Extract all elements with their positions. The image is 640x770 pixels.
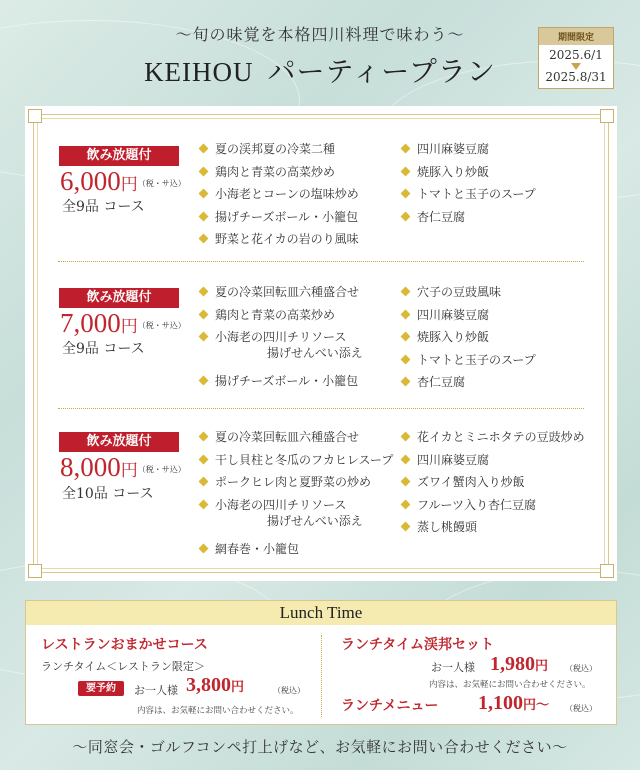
diamond-icon xyxy=(199,166,209,176)
diamond-icon xyxy=(199,499,209,509)
drink-badge: 飲み放題付 xyxy=(59,146,179,166)
list-item: 野菜と花イカの岩のり風味 xyxy=(199,231,359,254)
diamond-icon xyxy=(401,309,411,319)
corner-ornament xyxy=(28,109,42,123)
diamond-icon xyxy=(401,377,411,387)
lunch-right-note: 内容は、お気軽にお問い合わせください。 xyxy=(429,680,591,690)
course-count: 全10品 コース xyxy=(62,486,154,502)
list-item: 鶏肉と青菜の高菜炒め xyxy=(199,307,363,330)
diamond-icon xyxy=(401,499,411,509)
yen-unit: 円 xyxy=(120,317,138,336)
diamond-icon xyxy=(401,522,411,532)
diamond-icon xyxy=(199,376,209,386)
reserve-badge: 要予約 xyxy=(78,681,124,696)
list-item: 花イカとミニホタテの豆豉炒め xyxy=(401,429,585,452)
period-label: 期間限定 xyxy=(539,28,613,45)
course-price xyxy=(60,452,186,483)
diamond-icon xyxy=(199,234,209,244)
course-price xyxy=(60,308,186,339)
diamond-icon xyxy=(401,354,411,364)
tax-note: （税・サ込） xyxy=(137,321,186,330)
price-value: 8,000 xyxy=(60,452,121,482)
corner-ornament xyxy=(600,109,614,123)
price-value: 6,000 xyxy=(60,166,121,196)
down-arrow-icon xyxy=(571,63,581,70)
diamond-icon xyxy=(401,144,411,154)
tax-note: （税・サ込） xyxy=(137,179,186,188)
yen-unit: 円 xyxy=(120,461,138,480)
diamond-icon xyxy=(199,332,209,342)
course-items-right xyxy=(401,429,585,542)
period-end: 2025.8/31 xyxy=(545,70,607,84)
list-item: 四川麻婆豆腐 xyxy=(401,307,536,330)
tax-note: （税込） xyxy=(565,664,597,673)
course-items-right xyxy=(401,141,536,231)
list-item: トマトと玉子のスープ xyxy=(401,186,536,209)
lunch-menu-price: 1,100円〜 xyxy=(478,692,550,714)
diamond-icon xyxy=(401,454,411,464)
page-subtitle: 〜旬の味覚を本格四川料理で味わう〜 xyxy=(175,25,465,44)
diamond-icon xyxy=(199,287,209,297)
lunch-menu-title: ランチメニュー xyxy=(341,698,439,714)
list-item: 夏の冷菜回転皿六種盛合せ xyxy=(199,284,363,307)
footer-message: 〜同窓会・ゴルフコンペ打上げなど、お気軽にお問い合わせください〜 xyxy=(72,738,568,756)
diamond-icon xyxy=(401,287,411,297)
list-item: 穴子の豆豉風味 xyxy=(401,284,536,307)
list-item: 網春巻・小籠包 xyxy=(199,541,393,564)
list-item: 夏の冷菜回転皿六種盛合せ xyxy=(199,429,393,452)
divider xyxy=(58,408,584,409)
divider xyxy=(58,261,584,262)
tax-note: （税込） xyxy=(273,686,305,695)
list-item: 揚げチーズボール・小籠包 xyxy=(199,373,363,396)
drink-badge: 飲み放題付 xyxy=(59,432,179,452)
lunch-right-title: ランチタイム渓邦セット xyxy=(341,637,495,653)
diamond-icon xyxy=(199,454,209,464)
lunch-heading: Lunch Time xyxy=(26,601,616,625)
header xyxy=(0,0,640,110)
tax-note: （税・サ込） xyxy=(137,465,186,474)
list-item: 蒸し桃饅頭 xyxy=(401,519,585,542)
lunch-left-note: 内容は、お気軽にお問い合わせください。 xyxy=(137,706,299,716)
corner-ornament xyxy=(600,564,614,578)
lunch-right-price: 1,980円 xyxy=(490,653,549,675)
price-value: 7,000 xyxy=(60,308,121,338)
list-item: 鶏肉と青菜の高菜炒め xyxy=(199,164,359,187)
corner-ornament xyxy=(28,564,42,578)
yen-unit: 円 xyxy=(120,175,138,194)
lunch-left-subtitle: ランチタイム＜レストラン限定＞ xyxy=(41,660,205,673)
list-item: ズワイ蟹肉入り炒飯 xyxy=(401,474,585,497)
page-title-jp: パーティープラン xyxy=(267,55,496,88)
diamond-icon xyxy=(199,543,209,553)
page-title-en: KEIHOU xyxy=(144,57,254,87)
period-start: 2025.6/1 xyxy=(549,48,603,62)
course-items-left xyxy=(199,284,363,396)
list-item: 四川麻婆豆腐 xyxy=(401,141,536,164)
list-item: フルーツ入り杏仁豆腐 xyxy=(401,497,585,520)
diamond-icon xyxy=(199,211,209,221)
list-item: 小海老とコーンの塩味炒め xyxy=(199,186,359,209)
list-item: 杏仁豆腐 xyxy=(401,374,536,397)
course-items-left xyxy=(199,141,359,254)
diamond-icon xyxy=(199,432,209,442)
diamond-icon xyxy=(401,166,411,176)
diamond-icon xyxy=(401,332,411,342)
diamond-icon xyxy=(401,189,411,199)
period-box xyxy=(538,27,614,89)
course-items-left xyxy=(199,429,393,563)
list-item: 焼豚入り炒飯 xyxy=(401,164,536,187)
diamond-icon xyxy=(199,477,209,487)
diamond-icon xyxy=(401,477,411,487)
list-item: 小海老の四川チリソース 揚げせんべい添え xyxy=(199,497,393,541)
list-item: 夏の渓邦夏の冷菜二種 xyxy=(199,141,359,164)
per-person-label: お一人様 xyxy=(134,684,178,697)
diamond-icon xyxy=(401,211,411,221)
drink-badge: 飲み放題付 xyxy=(59,288,179,308)
list-item: 杏仁豆腐 xyxy=(401,209,536,232)
course-menu-card xyxy=(25,106,617,581)
per-person-label: お一人様 xyxy=(431,661,475,674)
list-item: ポークヒレ肉と夏野菜の炒め xyxy=(199,474,393,497)
tax-note: （税込） xyxy=(565,704,597,713)
diamond-icon xyxy=(199,309,209,319)
list-item: 揚げチーズボール・小籠包 xyxy=(199,209,359,232)
course-items-right xyxy=(401,284,536,397)
course-price xyxy=(60,166,186,197)
course-count: 全9品 コース xyxy=(62,341,145,357)
divider xyxy=(321,635,322,717)
diamond-icon xyxy=(199,144,209,154)
list-item: 四川麻婆豆腐 xyxy=(401,452,585,475)
list-item: 焼豚入り炒飯 xyxy=(401,329,536,352)
lunch-left-title: レストランおまかせコース xyxy=(41,637,208,653)
list-item: 小海老の四川チリソース 揚げせんべい添え xyxy=(199,329,363,373)
course-count: 全9品 コース xyxy=(62,199,145,215)
lunch-section xyxy=(25,600,617,725)
lunch-left-price: 3,800円 xyxy=(186,674,245,696)
list-item: 干し貝柱と冬瓜のフカヒレスープ xyxy=(199,452,393,475)
diamond-icon xyxy=(401,432,411,442)
diamond-icon xyxy=(199,189,209,199)
list-item: トマトと玉子のスープ xyxy=(401,352,536,375)
